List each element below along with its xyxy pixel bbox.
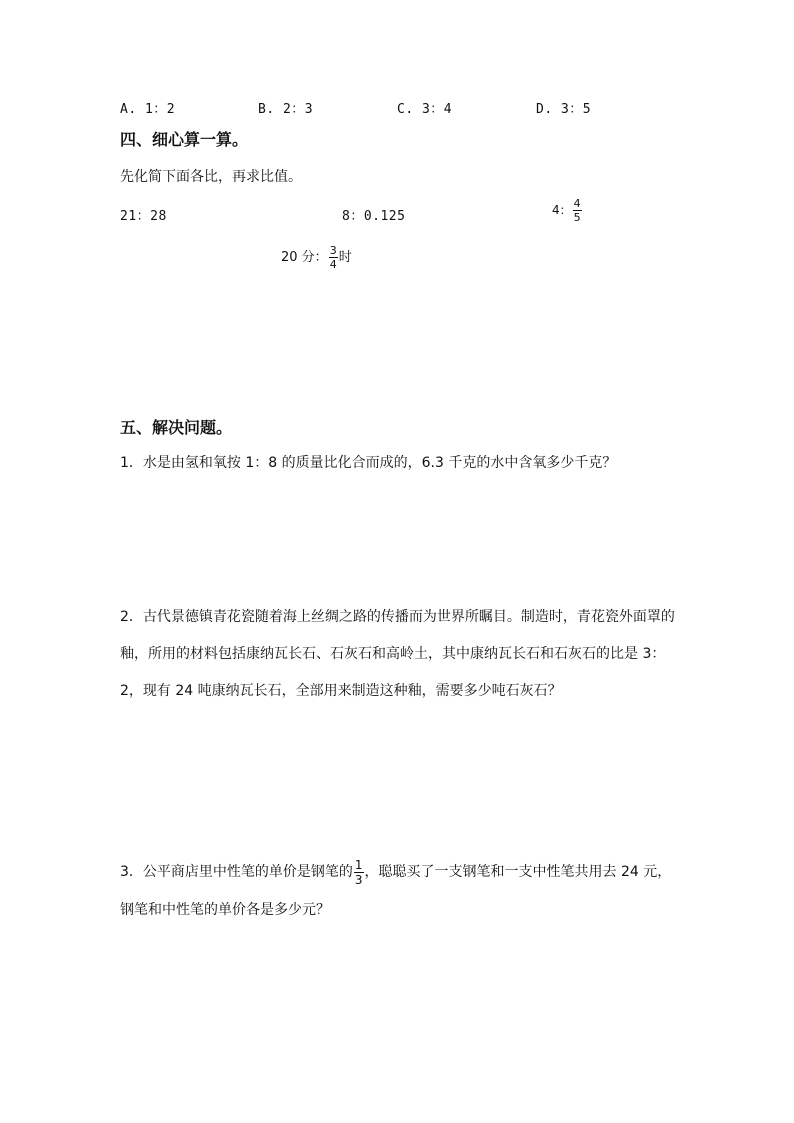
- ratio-item-4-suffix: 时: [338, 250, 352, 265]
- option-a: A. 1：2: [120, 102, 176, 117]
- fraction-denominator: 3: [354, 872, 363, 887]
- ratio-item-1: 21：28: [120, 209, 167, 224]
- fraction: [354, 859, 364, 886]
- section4-instruction: 先化简下面各比，再求比值。: [120, 169, 302, 185]
- fraction: [329, 245, 338, 270]
- option-b: B. 2：3: [258, 102, 314, 117]
- fraction-denominator: 5: [573, 211, 581, 224]
- question-3-suffix: ，聪聪买了一支钢笔和一支中性笔共用去 24 元，钢笔和中性笔的单价各是多少元？: [120, 864, 672, 918]
- option-c: C. 3：4: [397, 102, 453, 117]
- fraction-numerator: 3: [329, 244, 337, 257]
- question-1: 1．水是由氢和氧按 1：8 的质量比化合而成的，6.3 千克的水中含氧多少千克？: [120, 455, 617, 471]
- fraction-numerator: 1: [354, 857, 363, 872]
- section4-heading: 四、细心算一算。: [120, 130, 249, 149]
- ratio-item-4-prefix: 20 分：: [281, 250, 328, 265]
- ratio-item-2: 8：0.125: [342, 209, 406, 224]
- option-d: D. 3：5: [536, 102, 592, 117]
- fraction-denominator: 4: [329, 258, 337, 271]
- ratio-item-3-prefix: 4：: [552, 203, 572, 217]
- fraction: [573, 198, 582, 223]
- question-2: 2．古代景德镇青花瓷随着海上丝绸之路的传播而为世界所瞩目。制造时，青花瓷外面罩的釉，所用的材料包括康纳瓦长石、石灰石和高岭土，其中康纳瓦长石和石灰石的比是 3：2，现有 24 吨康纳瓦长石，全部用来制造这种釉，需要多少吨石灰石？: [120, 609, 675, 699]
- fraction-numerator: 4: [573, 197, 581, 210]
- ratio-item-3: [552, 198, 583, 223]
- question-3: [120, 853, 680, 929]
- ratio-item-4: [281, 245, 352, 270]
- section5-heading: 五、解决问题。: [120, 418, 233, 437]
- question-3-prefix: 3．公平商店里中性笔的单价是钢笔的: [120, 864, 353, 880]
